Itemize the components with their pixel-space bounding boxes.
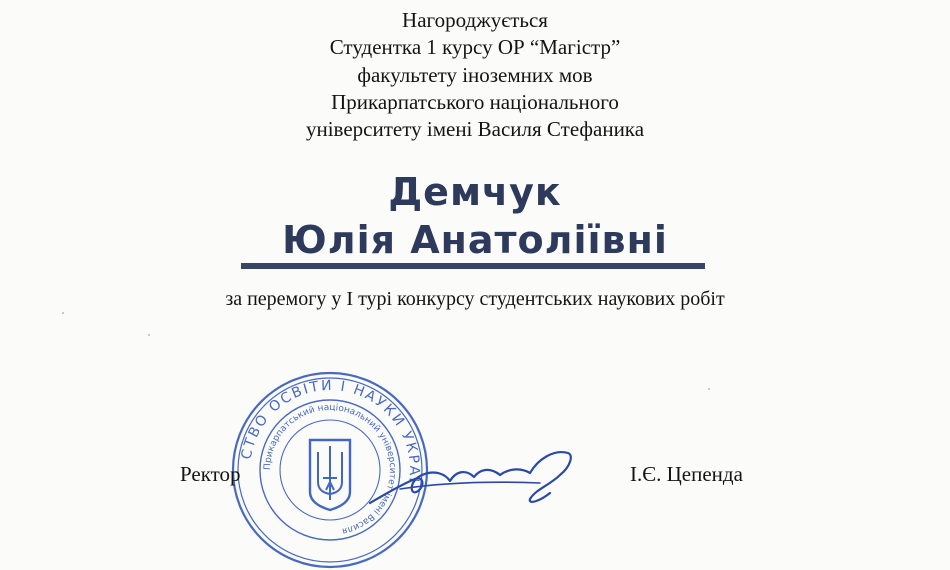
award-intro-heading: Нагороджується — [402, 8, 548, 32]
student-course-line: Студентка 1 курсу ОР “Магістр” — [329, 35, 621, 59]
signatory-title: Ректор — [180, 462, 241, 486]
scan-speck — [148, 334, 150, 336]
seal-inner-text: Прикарпатський національний університет імені Василя — [262, 402, 398, 536]
name-underline — [241, 263, 705, 269]
faculty-line: факультету іноземних мов — [357, 63, 593, 87]
seal-outer-text: СТВО ОСВІТИ І НАУКИ УКРАЇ — [238, 377, 423, 485]
university-line-2: університету імені Василя Стефаника — [305, 117, 645, 141]
recipient-given-names: Юлія Анатоліївні — [282, 218, 668, 262]
university-line-1: Прикарпатського національного — [331, 90, 619, 114]
trident-coat-of-arms-icon — [310, 440, 350, 510]
award-reason: за перемогу у І турі конкурсу студентських наукових робіт — [225, 288, 725, 310]
scan-speck — [708, 388, 710, 390]
rector-signature — [360, 445, 600, 509]
signatory-name: І.Є. Цепенда — [630, 462, 743, 486]
recipient-surname: Демчук — [388, 170, 562, 214]
scan-speck — [62, 312, 64, 314]
